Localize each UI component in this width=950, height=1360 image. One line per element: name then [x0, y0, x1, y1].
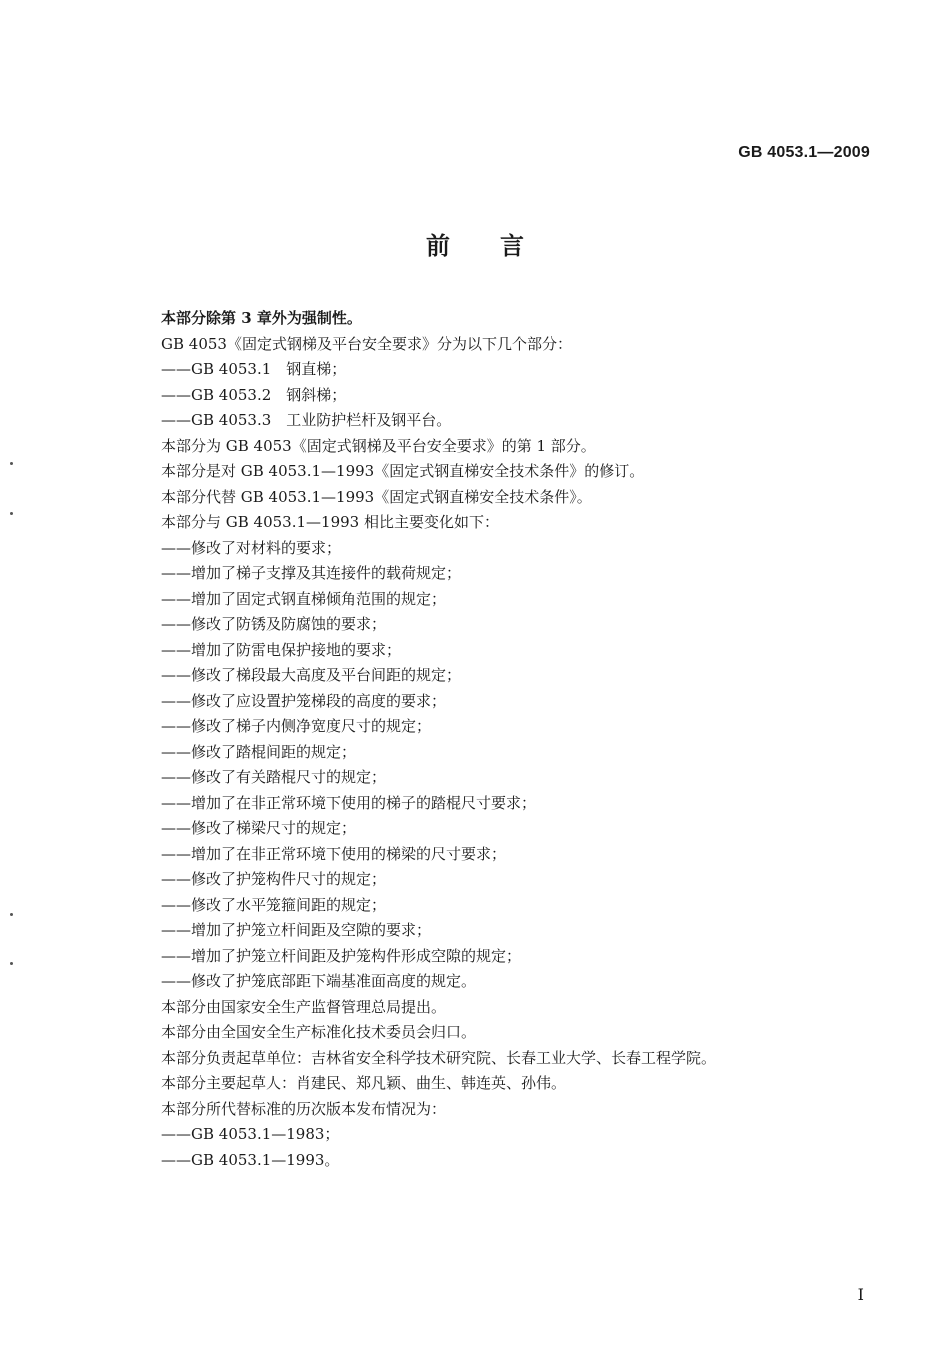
change-item: ——修改了护笼构件尺寸的规定；	[161, 870, 387, 888]
change-item: ——增加了护笼立杆间距及护笼构件形成空隙的规定；	[161, 946, 522, 965]
change-item: ——修改了梯子内侧净宽度尺寸的规定；	[161, 717, 432, 735]
change-item: ——增加了防雷电保护接地的要求；	[161, 640, 402, 659]
history-item: ——GB 4053.1—1983；	[161, 1125, 340, 1143]
closing-line: 本部分主要起草人：肖建民、郑凡颖、曲生、韩连英、孙伟。	[161, 1074, 567, 1092]
closing-line: 本部分负责起草单位：吉林省安全科学技术研究院、长春工业大学、长春工程学院。	[161, 1048, 717, 1067]
statement-line: 本部分与 GB 4053.1—1993 相比主要变化如下：	[161, 513, 499, 531]
scan-speck	[10, 962, 13, 965]
foreword-body	[161, 306, 861, 1173]
parts-intro: GB 4053《固定式钢梯及平台安全要求》分为以下几个部分：	[161, 334, 572, 353]
change-item: ——修改了梯段最大高度及平台间距的规定；	[161, 666, 462, 684]
closing-line: 本部分由国家安全生产监督管理总局提出。	[161, 997, 447, 1016]
change-item: ——修改了踏棍间距的规定；	[161, 742, 357, 761]
mandatory-statement: 本部分除第 3 章外为强制性。	[161, 309, 362, 327]
scan-speck	[10, 512, 13, 515]
part-item: ——GB 4053.1 钢直梯；	[161, 360, 347, 378]
statement-line: 本部分是对 GB 4053.1—1993《固定式钢直梯安全技术条件》的修订。	[161, 462, 645, 480]
scan-speck	[10, 462, 13, 465]
change-item: ——修改了水平笼箍间距的规定；	[161, 895, 387, 914]
scan-speck	[10, 913, 13, 916]
change-item: ——增加了固定式钢直梯倾角范围的规定；	[161, 589, 447, 608]
change-item: ——修改了防锈及防腐蚀的要求；	[161, 615, 387, 633]
change-item: ——修改了应设置护笼梯段的高度的要求；	[161, 691, 447, 710]
closing-line: 本部分由全国安全生产标准化技术委员会归口。	[161, 1023, 477, 1041]
change-item: ——修改了梯梁尺寸的规定；	[161, 819, 357, 837]
change-item: ——增加了梯子支撑及其连接件的载荷规定；	[161, 564, 462, 582]
change-item: ——增加了护笼立杆间距及空隙的要求；	[161, 921, 432, 939]
change-item: ——修改了护笼底部距下端基准面高度的规定。	[161, 972, 477, 990]
page-title: 前言	[426, 231, 574, 260]
page-number: I	[857, 1285, 864, 1304]
part-item: ——GB 4053.2 钢斜梯；	[161, 385, 347, 404]
standard-number: GB 4053.1—2009	[738, 144, 870, 161]
closing-line: 本部分所代替标准的历次版本发布情况为：	[161, 1099, 447, 1118]
part-item: ——GB 4053.3 工业防护栏杆及钢平台。	[161, 411, 452, 429]
change-item: ——修改了对材料的要求；	[161, 538, 342, 557]
change-item: ——修改了有关踏棍尺寸的规定；	[161, 768, 387, 786]
change-item: ——增加了在非正常环境下使用的梯子的踏棍尺寸要求；	[161, 793, 537, 812]
statement-line: 本部分代替 GB 4053.1—1993《固定式钢直梯安全技术条件》。	[161, 487, 592, 506]
statement-line: 本部分为 GB 4053《固定式钢梯及平台安全要求》的第 1 部分。	[161, 436, 596, 455]
history-item: ——GB 4053.1—1993。	[161, 1150, 340, 1169]
change-item: ——增加了在非正常环境下使用的梯梁的尺寸要求；	[161, 844, 507, 863]
